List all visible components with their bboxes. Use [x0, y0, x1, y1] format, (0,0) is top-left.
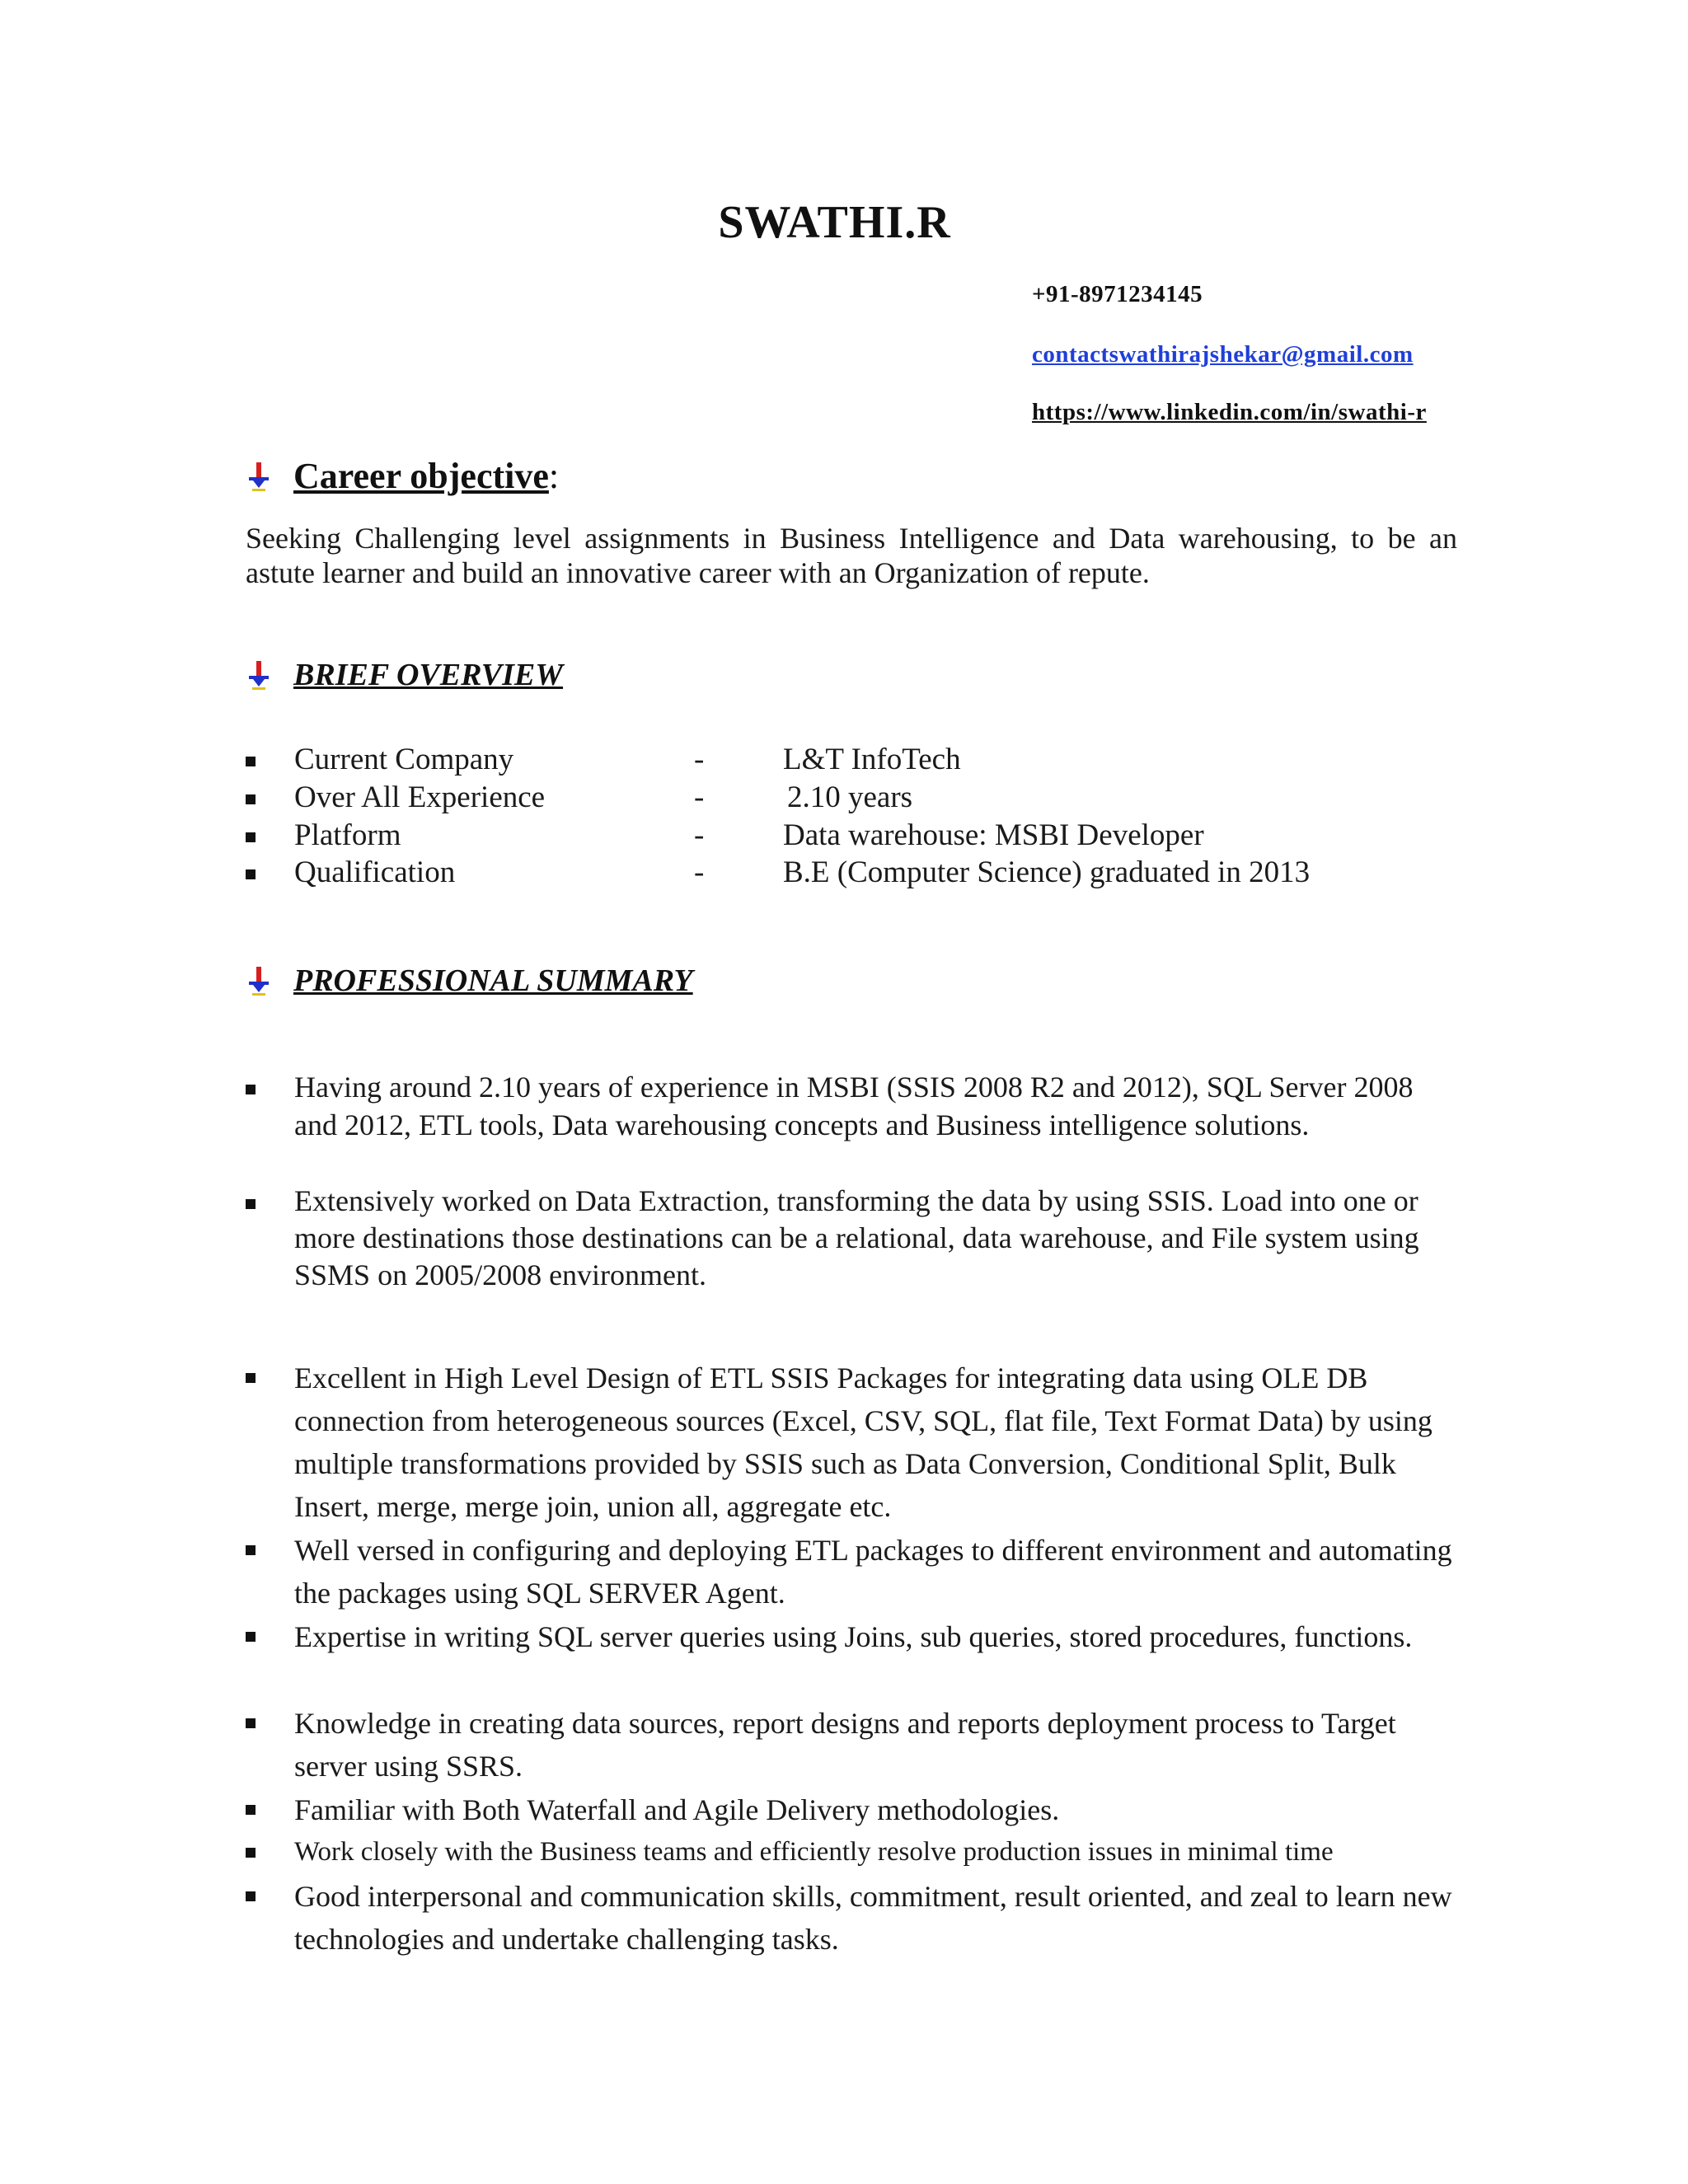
- overview-label: Qualification: [294, 855, 456, 889]
- summary-item-text: Extensively worked on Data Extraction, transforming the data by using SSIS. Load into one or more destinations those destinations can be a relational, data warehouse, and File system using SSMS on 2005/2008 environment.: [294, 1184, 1419, 1291]
- square-bullet-icon: [246, 869, 256, 879]
- overview-row-experience: [0, 780, 1688, 818]
- square-bullet-icon: [246, 1632, 256, 1642]
- square-bullet-icon: [246, 1373, 256, 1383]
- overview-value: B.E (Computer Science) graduated in 2013: [783, 855, 1311, 889]
- square-bullet-icon: [246, 794, 256, 804]
- overview-label: Over All Experience: [294, 780, 546, 814]
- overview-separator: -: [694, 818, 705, 852]
- overview-row-qualification: [0, 855, 1688, 893]
- career-objective-title: Career objective: [293, 456, 549, 496]
- career-objective-heading: [246, 455, 559, 497]
- overview-row-platform: [0, 818, 1688, 855]
- summary-item-text: Familiar with Both Waterfall and Agile Delivery methodologies.: [294, 1793, 1060, 1826]
- email-link[interactable]: contactswathirajshekar@gmail.com: [1032, 341, 1414, 368]
- square-bullet-icon: [246, 757, 256, 766]
- down-arrow-bullet-icon: [246, 461, 272, 492]
- overview-label: Current Company: [294, 743, 514, 776]
- square-bullet-icon: [246, 1848, 256, 1858]
- overview-label: Platform: [294, 818, 401, 852]
- down-arrow-bullet-icon: [246, 965, 272, 996]
- overview-value: Data warehouse: MSBI Developer: [783, 818, 1204, 852]
- phone-number: +91-8971234145: [1032, 281, 1203, 307]
- overview-row-current-company: [0, 742, 1688, 780]
- summary-item-text: Work closely with the Business teams and efficiently resolve production issues in minimal time: [294, 1837, 1334, 1867]
- down-arrow-bullet-icon: [246, 659, 272, 691]
- square-bullet-icon: [246, 1891, 256, 1901]
- square-bullet-icon: [246, 1199, 256, 1209]
- career-objective-text: Seeking Challenging level assignments in Business Intelligence and Data warehousing, to be an astute learner and build an innovative career with an Organization of repute.: [246, 522, 1457, 589]
- brief-overview-title: BRIEF OVERVIEW: [293, 658, 564, 692]
- square-bullet-icon: [246, 1718, 256, 1728]
- overview-separator: -: [694, 855, 705, 889]
- summary-item-text: Good interpersonal and communication skills, commitment, result oriented, and zeal to learn new technologies and undertake challenging tasks.: [294, 1880, 1452, 1956]
- overview-separator: -: [694, 780, 705, 814]
- resume-name: SWATHI.R: [718, 197, 951, 248]
- summary-item-text: Knowledge in creating data sources, report designs and reports deployment process to Target server using SSRS.: [294, 1707, 1396, 1783]
- square-bullet-icon: [246, 1805, 256, 1815]
- summary-item-text: Excellent in High Level Design of ETL SSIS Packages for integrating data using OLE DB connection from heterogeneous sources (Excel, CSV, SQL, flat file, Text Format Data) by using multiple transformations provided by SSIS such as Data Conversion, Conditional Split, Bulk Insert, merge, merge join, union all, aggregate etc.: [294, 1361, 1432, 1523]
- square-bullet-icon: [246, 1545, 256, 1555]
- overview-value: 2.10 years: [787, 780, 913, 814]
- professional-summary-title: PROFESSIONAL SUMMARY: [293, 963, 693, 998]
- brief-overview-heading: [246, 657, 563, 693]
- summary-item-text: Well versed in configuring and deploying ETL packages to different environment and automating the packages using SQL SERVER Agent.: [294, 1534, 1452, 1610]
- linkedin-link[interactable]: https://www.linkedin.com/in/swathi-r: [1032, 399, 1427, 425]
- overview-value: L&T InfoTech: [783, 743, 961, 776]
- square-bullet-icon: [246, 832, 256, 842]
- summary-item-text: Having around 2.10 years of experience in MSBI (SSIS 2008 R2 and 2012), SQL Server 2008 and 2012, ETL tools, Data warehousing concepts and Business intelligence solutions.: [294, 1071, 1414, 1141]
- summary-item-text: Expertise in writing SQL server queries using Joins, sub queries, stored procedures, functions.: [294, 1620, 1413, 1653]
- professional-summary-heading: [246, 963, 693, 999]
- career-objective-colon: :: [548, 456, 560, 496]
- square-bullet-icon: [246, 1085, 256, 1094]
- overview-separator: -: [694, 743, 705, 776]
